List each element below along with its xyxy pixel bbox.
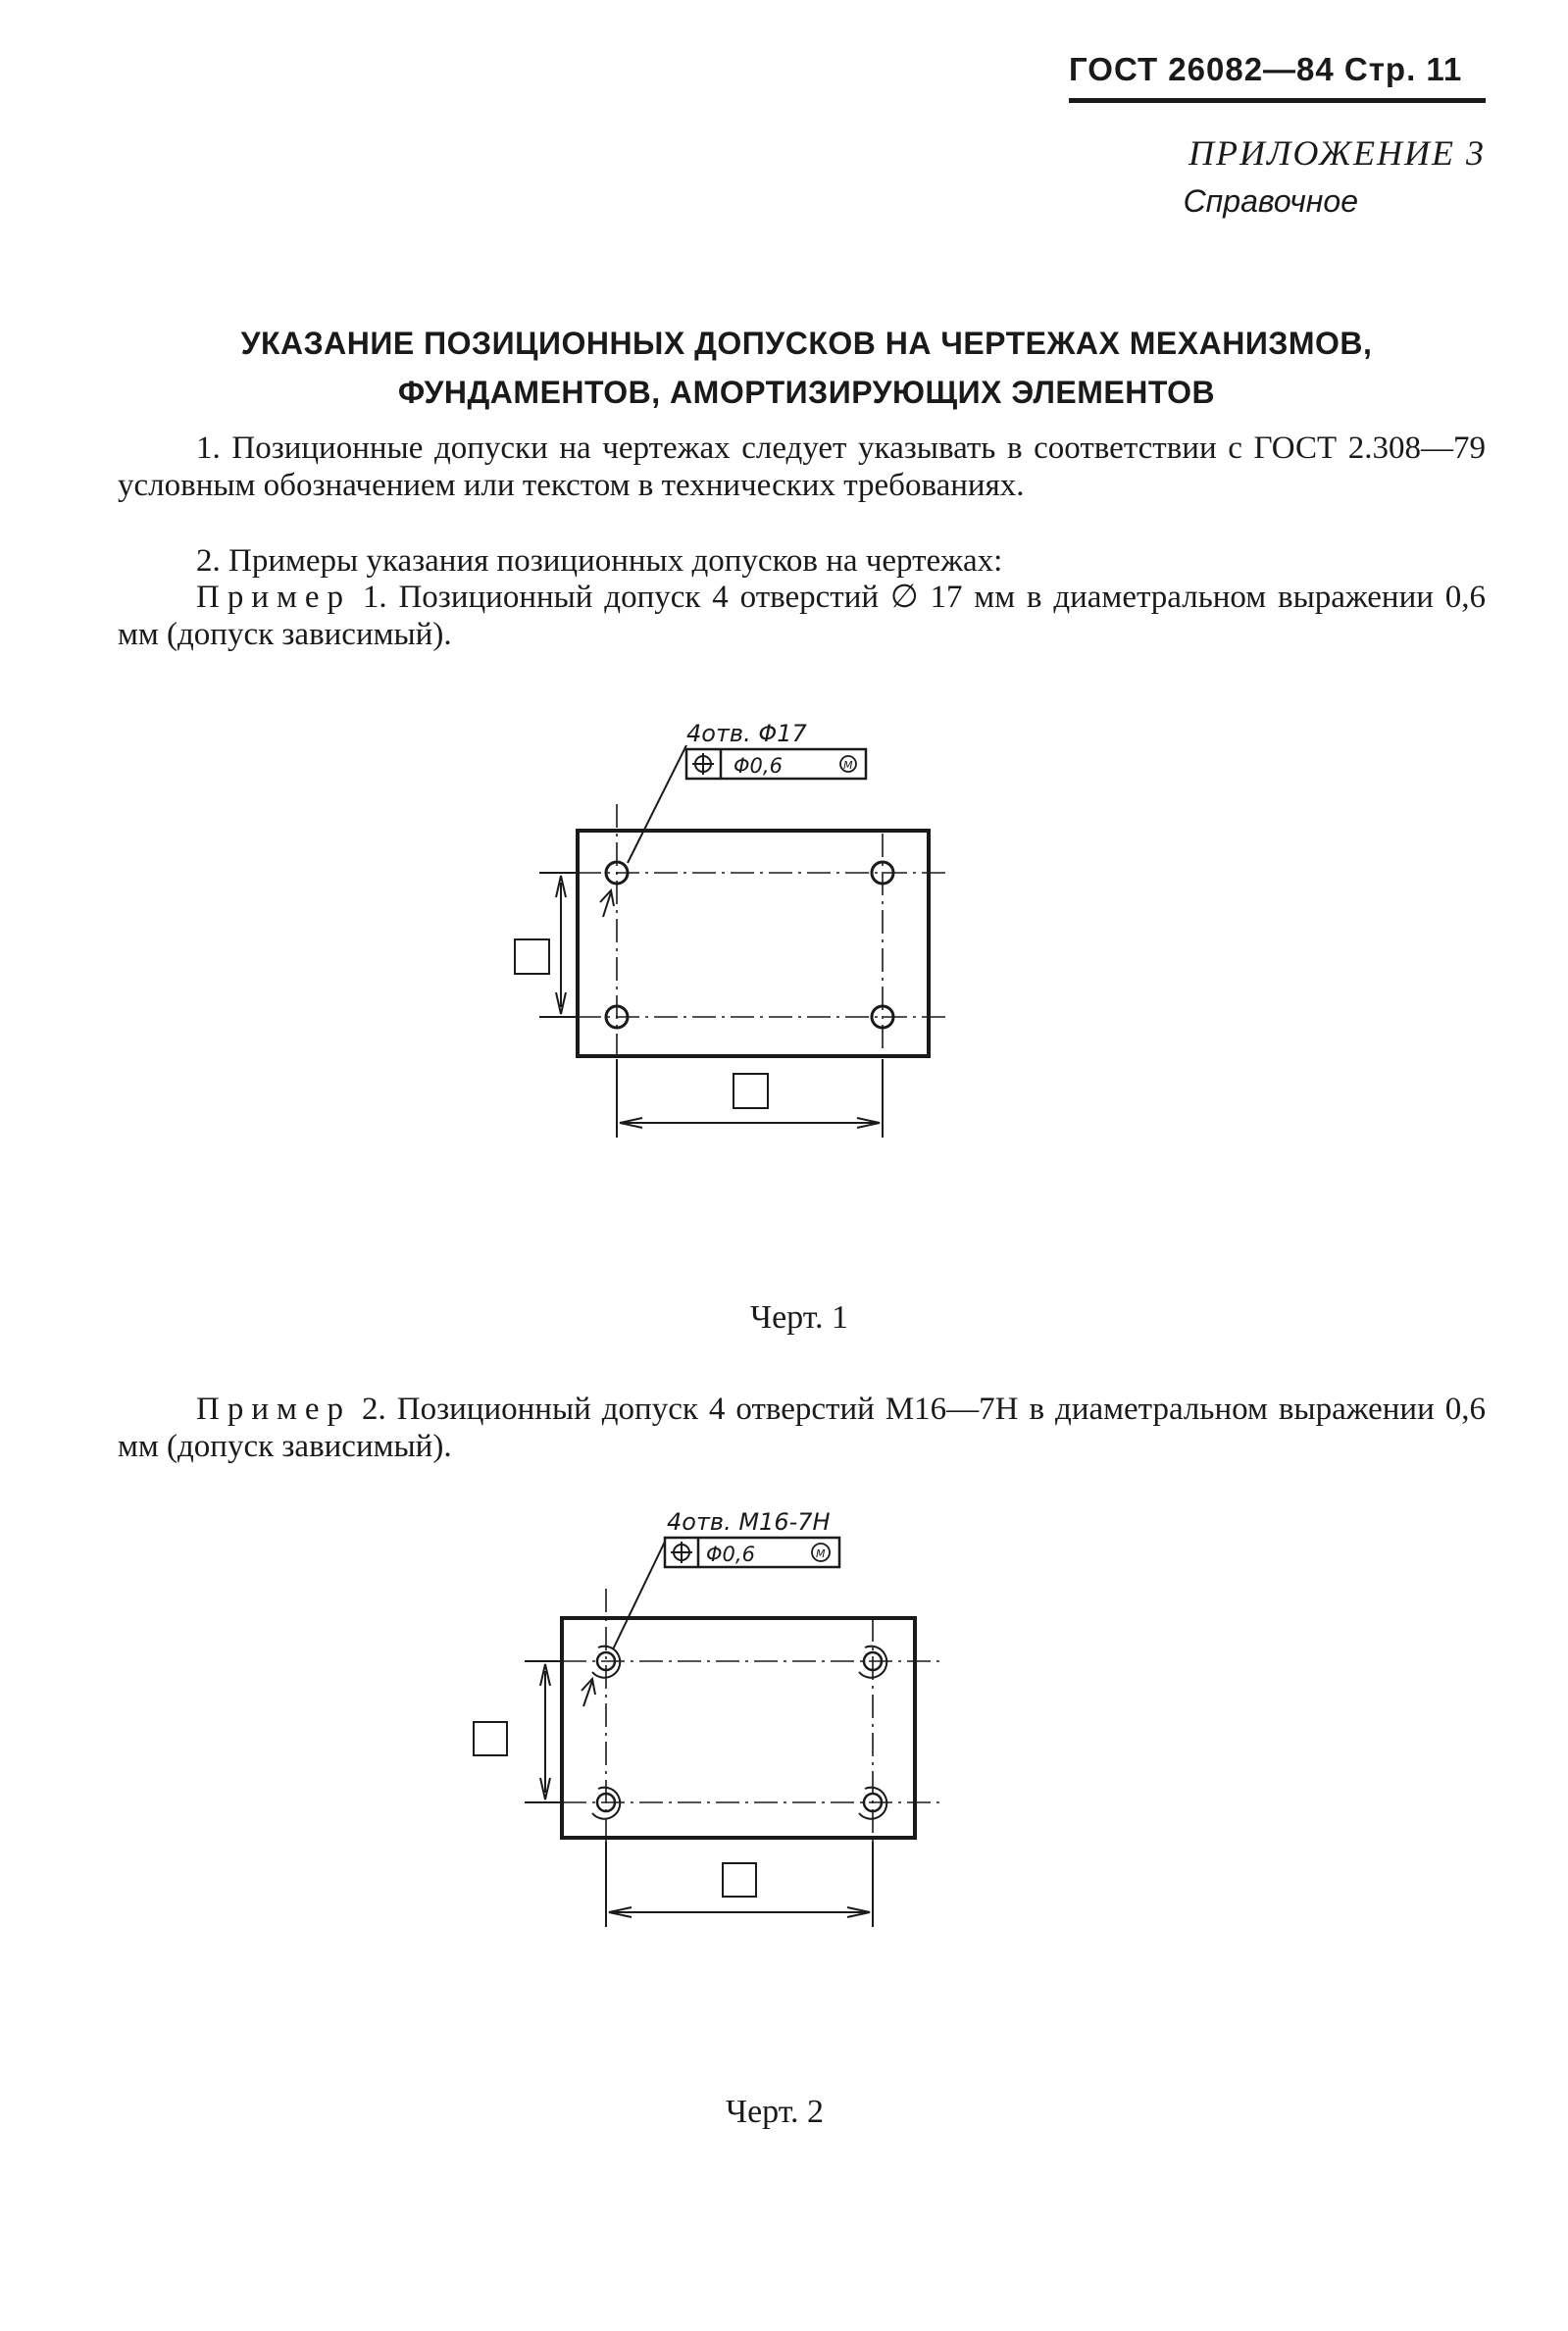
paragraph-1: 1. Позиционные допуски на чертежах следует указывать в соответствии с ГОСТ 2.308—79 условным обозначением или текстом в технических требованиях. — [118, 431, 1486, 503]
header-rule — [1069, 98, 1486, 103]
example-2-body: 2. Позиционный допуск 4 отверстий М16—7Н в диаметральном выражении 0,6 мм (допуск зависимый). — [118, 1392, 1486, 1464]
figure-1-dimension-box-horizontal — [733, 1074, 768, 1108]
figure-1-holes — [606, 862, 893, 1028]
page-header: ГОСТ 26082—84 Стр. 11 — [1069, 51, 1463, 87]
example-1-word: Пример — [196, 580, 352, 615]
figure-1-drawing — [441, 696, 1177, 1285]
figure-2-modifier: M — [816, 1547, 826, 1560]
paragraph-2: 2. Примеры указания позиционных допусков на чертежах: — [196, 543, 1003, 579]
example-2-word: Пример — [196, 1392, 352, 1427]
figure-2-dimension-box-horizontal — [723, 1863, 756, 1897]
figure-1-modifier: M — [843, 759, 853, 772]
example-1-body: 1. Позиционный допуск 4 отверстий ∅ 17 мм в диаметральном выражении 0,6 мм (допуск зависимый). — [118, 580, 1486, 652]
example-1-text — [118, 579, 1486, 653]
section-title — [127, 319, 1486, 417]
figure-2-dimension-box-vertical — [474, 1722, 507, 1755]
figure-2-hole-label: 4отв. М16-7Н — [667, 1508, 831, 1536]
figure-1-caption: Черт. 1 — [749, 1299, 849, 1336]
figure-1-hole-label: 4отв. Φ17 — [686, 720, 807, 747]
section-title-line-1: УКАЗАНИЕ ПОЗИЦИОННЫХ ДОПУСКОВ НА ЧЕРТЕЖАХ МЕХАНИЗМОВ, — [240, 326, 1373, 361]
figure-2-drawing — [431, 1481, 1177, 2089]
appendix-type: Справочное — [1183, 183, 1358, 219]
example-2-text — [118, 1391, 1486, 1465]
figure-1-tolerance-value: Φ0,6 — [733, 754, 783, 778]
figure-2-caption: Черт. 2 — [725, 2094, 825, 2130]
figure-1-dimension-box-vertical — [515, 939, 549, 974]
section-title-line-2: ФУНДАМЕНТОВ, АМОРТИЗИРУЮЩИХ ЭЛЕМЕНТОВ — [397, 375, 1216, 410]
figure-2-holes — [592, 1647, 886, 1819]
figure-2-tolerance-value: Φ0,6 — [706, 1543, 755, 1566]
appendix-label: ПРИЛОЖЕНИЕ 3 — [1189, 133, 1486, 173]
